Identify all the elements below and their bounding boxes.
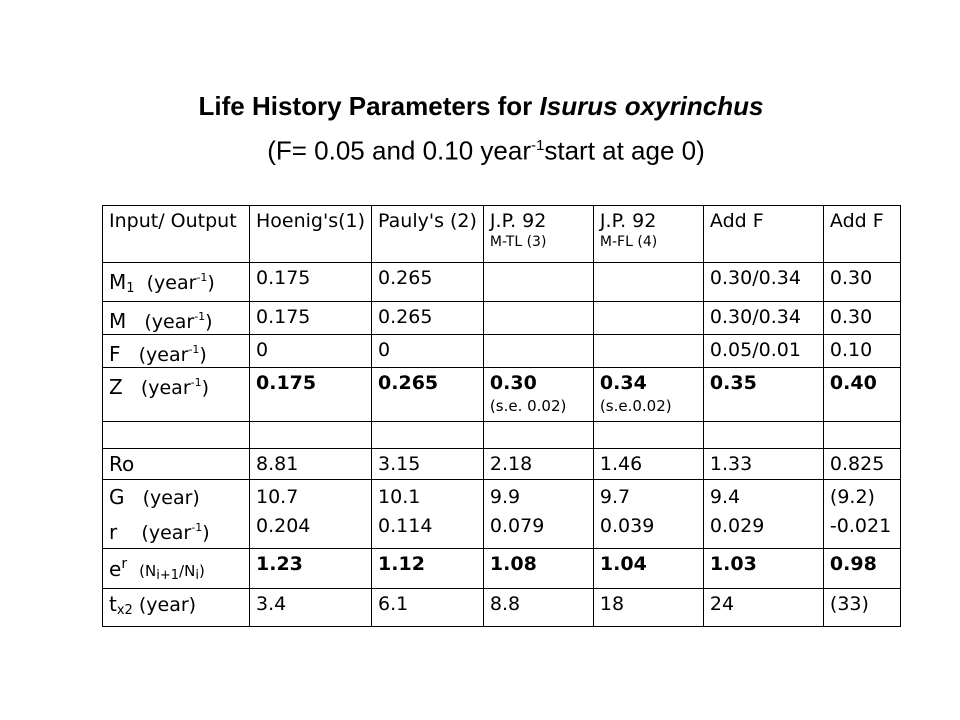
cell-z-add-f-2: 0.40: [823, 368, 900, 422]
label-er: [103, 549, 250, 589]
cell-ro-jp92-mtl: 2.18: [483, 449, 593, 480]
header-add-f-2: Add F: [823, 206, 900, 263]
cell-ro-add-f-1: 1.33: [703, 449, 823, 480]
g-hoenig: 10.7: [256, 486, 299, 508]
r-add-f-2: -0.021: [829, 515, 892, 537]
z-jp92-mfl-se: (s.e.0.02): [599, 397, 672, 415]
cell-er-add-f-1: 1.03: [703, 549, 823, 589]
cell-m1-add-f-2: 0.30: [823, 263, 900, 302]
m1-unit: (year: [146, 272, 197, 294]
label-ro: [103, 449, 250, 480]
subtitle-suffix: start at age 0): [544, 135, 705, 166]
header-jp92-mtl-main: J.P. 92: [489, 210, 547, 232]
r-jp92-mfl: 0.039: [599, 515, 655, 537]
cell-ro-add-f-2: 0.825: [823, 449, 900, 480]
r-hoenig: 0.204: [256, 515, 311, 537]
header-jp92-mfl-sub: M-FL (4): [599, 234, 658, 250]
f-symbol: F: [109, 342, 121, 366]
header-jp92-mtl-sub: M-TL (3): [489, 234, 547, 250]
header-row: [103, 206, 901, 263]
row-er: [103, 549, 901, 589]
cell-z-jp92-mfl: [593, 368, 703, 422]
blank-cell: [372, 422, 484, 449]
er-unit-close: ): [198, 562, 205, 580]
z-jp92-mtl-value: 0.30: [489, 372, 537, 394]
cell-tx2-add-f-1: 24: [703, 589, 823, 627]
m-symbol: M: [109, 309, 127, 333]
m-unit-exp: -1: [194, 310, 206, 323]
cell-ro-jp92-mfl: 1.46: [593, 449, 703, 480]
cell-z-add-f-1: 0.35: [703, 368, 823, 422]
m1-symbol: M: [109, 270, 127, 294]
row-m1: [103, 263, 901, 302]
header-jp92-mfl-main: J.P. 92: [599, 210, 657, 232]
g-add-f-1: 9.4: [709, 486, 741, 508]
m1-subscript: 1: [126, 281, 135, 296]
parameters-table: [102, 205, 901, 627]
cell-er-pauly: 1.12: [372, 549, 484, 589]
cell-g-r-jp92-mfl: [593, 480, 703, 549]
f-unit: (year: [138, 344, 189, 366]
blank-cell: [593, 422, 703, 449]
label-z: [103, 368, 250, 422]
label-m1: [103, 263, 250, 302]
z-unit: (year: [140, 377, 191, 399]
z-unit-exp: -1: [190, 376, 202, 389]
er-unit-open: (N: [139, 562, 157, 580]
row-blank: [103, 422, 901, 449]
cell-ro-pauly: 3.15: [372, 449, 484, 480]
m-unit-close: ): [205, 311, 213, 333]
cell-er-jp92-mtl: 1.08: [483, 549, 593, 589]
cell-g-r-jp92-mtl: [483, 480, 593, 549]
er-unit-sub2: i: [195, 568, 199, 583]
subtitle-prefix: (F= 0.05 and 0.10 year: [267, 135, 532, 166]
label-tx2: [103, 589, 250, 627]
subtitle-exponent: -1: [531, 137, 545, 154]
cell-m1-pauly: 0.265: [372, 263, 484, 302]
g-unit: (year): [142, 487, 200, 509]
header-add-f-1: Add F: [703, 206, 823, 263]
f-unit-exp: -1: [188, 343, 200, 356]
cell-g-r-hoenig: [250, 480, 372, 549]
cell-m-jp92-mtl: [483, 302, 593, 335]
er-unit-mid: /N: [179, 562, 196, 580]
cell-f-jp92-mtl: [483, 335, 593, 368]
label-f: [103, 335, 250, 368]
cell-m1-jp92-mfl: [593, 263, 703, 302]
er-symbol: e: [109, 557, 122, 581]
m1-unit-close: ): [207, 272, 215, 294]
z-jp92-mfl-value: 0.34: [599, 372, 647, 394]
cell-m1-hoenig: 0.175: [250, 263, 372, 302]
blank-cell: [823, 422, 900, 449]
cell-m-jp92-mfl: [593, 302, 703, 335]
blank-cell: [483, 422, 593, 449]
cell-g-r-pauly: [372, 480, 484, 549]
cell-tx2-pauly: 6.1: [372, 589, 484, 627]
cell-tx2-hoenig: 3.4: [250, 589, 372, 627]
g-pauly: 10.1: [378, 486, 421, 508]
title-species: Isurus oxyrinchus: [539, 91, 764, 121]
tx2-unit: (year): [138, 594, 197, 616]
cell-er-jp92-mfl: 1.04: [593, 549, 703, 589]
g-jp92-mfl: 9.7: [599, 486, 631, 508]
z-symbol: Z: [109, 375, 123, 399]
cell-f-pauly: 0: [372, 335, 484, 368]
cell-m-add-f-1: 0.30/0.34: [703, 302, 823, 335]
cell-f-add-f-2: 0.10: [823, 335, 900, 368]
cell-tx2-add-f-2: (33): [823, 589, 900, 627]
row-g-r: [103, 480, 901, 549]
ro-symbol: Ro: [109, 452, 135, 476]
cell-er-hoenig: 1.23: [250, 549, 372, 589]
header-hoenig: Hoenig's(1): [250, 206, 372, 263]
cell-ro-hoenig: 8.81: [250, 449, 372, 480]
header-jp92-mfl: [593, 206, 703, 263]
cell-f-add-f-1: 0.05/0.01: [703, 335, 823, 368]
cell-m1-add-f-1: 0.30/0.34: [703, 263, 823, 302]
er-unit-sub1: i+1: [156, 568, 180, 583]
tx2-symbol: t: [109, 592, 117, 616]
row-m: [103, 302, 901, 335]
blank-cell: [103, 422, 250, 449]
z-unit-close: ): [201, 377, 210, 399]
cell-g-r-add-f-1: [703, 480, 823, 549]
m-unit: (year: [144, 311, 195, 333]
header-pauly: Pauly's (2): [372, 206, 484, 263]
f-unit-close: ): [199, 344, 207, 366]
header-input-output: Input/ Output: [103, 206, 250, 263]
cell-m-hoenig: 0.175: [250, 302, 372, 335]
header-jp92-mtl: [483, 206, 593, 263]
row-f: [103, 335, 901, 368]
cell-tx2-jp92-mtl: 8.8: [483, 589, 593, 627]
r-symbol: r: [109, 520, 118, 544]
cell-f-hoenig: 0: [250, 335, 372, 368]
row-ro: [103, 449, 901, 480]
g-symbol: G: [109, 485, 125, 509]
row-z: [103, 368, 901, 422]
r-pauly: 0.114: [378, 515, 433, 537]
title-main: [0, 86, 960, 126]
r-unit: (year: [141, 522, 192, 544]
cell-er-add-f-2: 0.98: [823, 549, 900, 589]
r-unit-exp: -1: [191, 521, 203, 534]
cell-g-r-add-f-2: [823, 480, 900, 549]
blank-cell: [250, 422, 372, 449]
z-jp92-mtl-se: (s.e. 0.02): [489, 397, 567, 415]
cell-m-add-f-2: 0.30: [823, 302, 900, 335]
slide-title: [0, 86, 960, 171]
title-prefix: Life History Parameters for: [198, 91, 540, 121]
row-tx2: [103, 589, 901, 627]
r-add-f-1: 0.029: [709, 515, 765, 537]
blank-cell: [703, 422, 823, 449]
cell-tx2-jp92-mfl: 18: [593, 589, 703, 627]
title-subtitle: [0, 126, 960, 171]
cell-f-jp92-mfl: [593, 335, 703, 368]
tx2-subscript: x2: [116, 603, 133, 618]
label-m: [103, 302, 250, 335]
m1-unit-exp: -1: [196, 271, 208, 284]
r-jp92-mtl: 0.079: [489, 515, 545, 537]
g-add-f-2: (9.2): [829, 486, 875, 508]
r-unit-close: ): [202, 522, 210, 544]
label-g-r: [103, 480, 250, 549]
cell-z-pauly: 0.265: [372, 368, 484, 422]
cell-z-jp92-mtl: [483, 368, 593, 422]
cell-m1-jp92-mtl: [483, 263, 593, 302]
cell-m-pauly: 0.265: [372, 302, 484, 335]
g-jp92-mtl: 9.9: [489, 486, 521, 508]
er-exponent: r: [121, 556, 128, 572]
cell-z-hoenig: 0.175: [250, 368, 372, 422]
